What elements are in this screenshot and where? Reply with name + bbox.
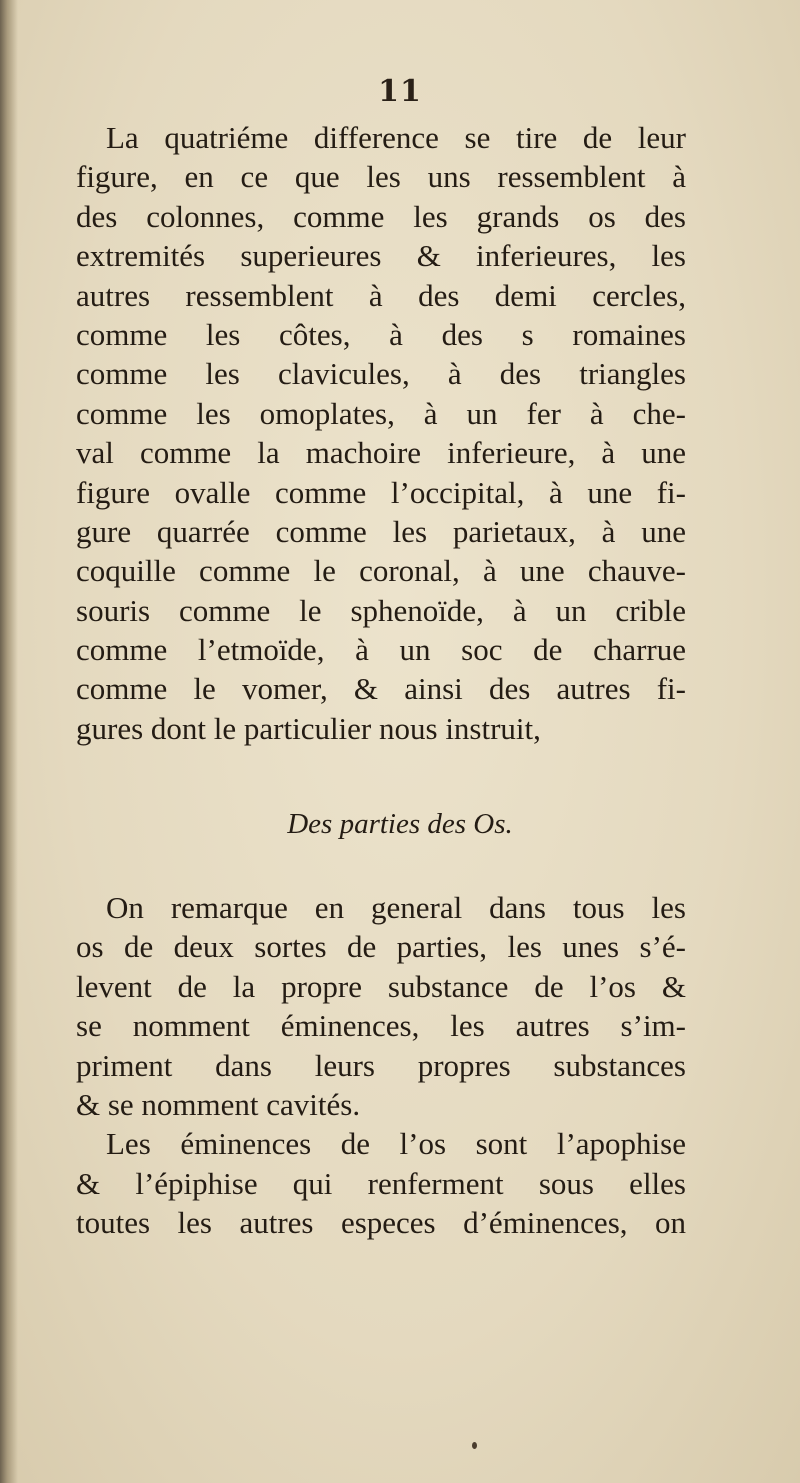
text-line: des colonnes, comme les grands os des: [76, 198, 686, 234]
text-line: gures dont le particulier nous instruit,: [76, 710, 541, 746]
paragraph-figure-differences: [76, 118, 686, 748]
text-line: se nomment éminences, les autres s’im-: [76, 1008, 686, 1044]
text-line: val comme la machoire inferieure, à une: [76, 435, 686, 471]
text-line: souris comme le sphenoïde, à un crible: [76, 592, 686, 628]
text-line: comme le vomer, & ainsi des autres fi-: [76, 671, 686, 707]
text-line: & l’épiphise qui renferment sous elles: [76, 1165, 686, 1201]
ink-speck: [472, 1442, 477, 1449]
text-line: toutes les autres especes d’éminences, on: [76, 1205, 686, 1241]
text-line: coquille comme le coronal, à une chauve-: [76, 553, 686, 589]
text-line: figure, en ce que les uns ressemblent à: [76, 159, 686, 195]
section-heading: Des parties des Os.: [287, 808, 513, 840]
paragraph-bone-parts: [76, 888, 686, 1243]
text-line: figure ovalle comme l’occipital, à une fi-: [76, 474, 686, 510]
text-line: autres ressemblent à des demi cercles,: [76, 277, 686, 313]
text-line: extremités superieures & inferieures, les: [76, 238, 686, 274]
text-line: os de deux sortes de parties, les unes s’é-: [76, 929, 686, 965]
page-number: 11: [378, 74, 422, 109]
text-line: comme l’etmoïde, à un soc de charrue: [76, 632, 686, 668]
binding-shadow: [0, 0, 18, 1483]
text-line: La quatriéme difference se tire de leur: [106, 120, 686, 155]
text-line: priment dans leurs propres substances: [76, 1047, 686, 1083]
text-line: levent de la propre substance de l’os &: [76, 968, 686, 1004]
text-line: comme les clavicules, à des triangles: [76, 356, 686, 392]
text-line: gure quarrée comme les parietaux, à une: [76, 513, 686, 549]
text-line: comme les côtes, à des s romaines: [76, 316, 686, 352]
text-line: Les éminences de l’os sont l’apophise: [106, 1126, 686, 1162]
text-line: & se nomment cavités.: [76, 1086, 361, 1122]
text-line: comme les omoplates, à un fer à che-: [76, 395, 686, 431]
text-line: On remarque en general dans tous les: [106, 890, 686, 925]
